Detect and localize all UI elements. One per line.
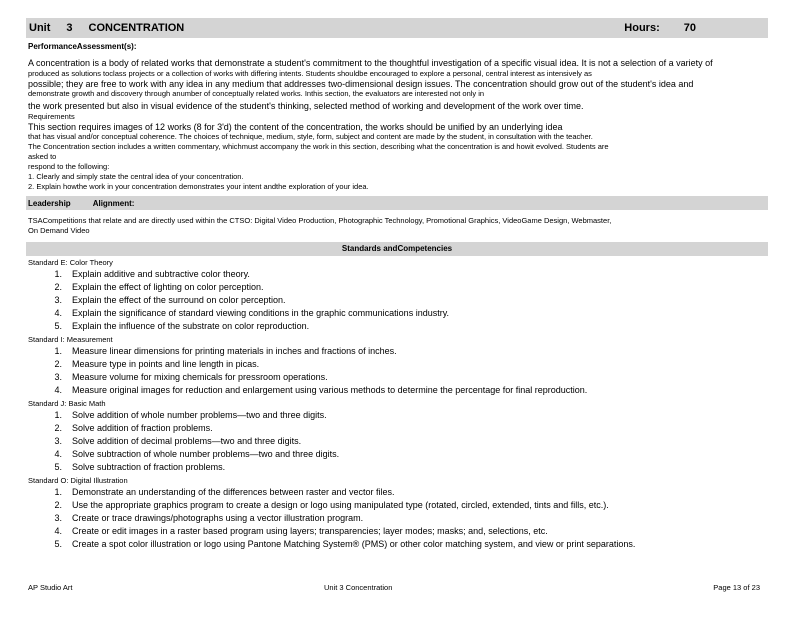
document-page bbox=[26, 18, 768, 551]
footer-page-number: Page 13 of 23 bbox=[713, 583, 760, 592]
assessment-line: demonstrate growth and discovery through anumber of conceptually related works. Inthis section, the evaluators are interested not only in bbox=[28, 89, 485, 98]
list-item: 1. Measure linear dimensions for printing materials in inches and fractions of inches. bbox=[54, 346, 397, 356]
tsa-line: On Demand Video bbox=[28, 226, 90, 235]
hours-label: Hours: bbox=[624, 22, 660, 34]
list-item: 4. Explain the significance of standard viewing conditions in the graphic communications industry. bbox=[54, 308, 450, 318]
footer-unit: Unit 3 Concentration bbox=[324, 583, 393, 592]
assessment-line: A concentration is a body of related works that demonstrate a student's commitment to the thoughtful investigation of a specific visual idea. It is not a selection of a variety of bbox=[28, 58, 713, 68]
tsa-competitions bbox=[26, 216, 768, 236]
standards-list bbox=[26, 258, 768, 551]
hours-value: 70 bbox=[683, 22, 696, 34]
list-item: 2. Measure type in points and line length in picas. bbox=[54, 359, 260, 369]
list-item: 2. Solve addition of fraction problems. bbox=[54, 423, 213, 433]
standard-items bbox=[26, 268, 768, 333]
standard-items bbox=[26, 486, 768, 551]
requirements-line: respond to the following: bbox=[28, 162, 110, 171]
standards-heading: Standards andCompetencies bbox=[26, 242, 768, 256]
standard-label: Standard E: Color Theory bbox=[28, 258, 113, 267]
standard-items bbox=[26, 345, 768, 397]
unit-header bbox=[26, 18, 768, 38]
requirements-line: that has visual and/or conceptual coherence. The choices of technique, medium, style, form, subject and content are made by the student, in consultation with the teacher. bbox=[28, 132, 593, 141]
footer-course: AP Studio Art bbox=[28, 583, 73, 592]
list-item: 1. Solve addition of whole number problems—two and three digits. bbox=[54, 410, 327, 420]
unit-label: Unit bbox=[29, 22, 51, 34]
performance-assessment-label: PerformanceAssessment(s): bbox=[28, 41, 137, 51]
requirements-item: 1. Clearly and simply state the central idea of your concentration. bbox=[28, 172, 244, 181]
list-item: 3. Measure volume for mixing chemicals for pressroom operations. bbox=[54, 372, 328, 382]
list-item: 1. Explain additive and subtractive color theory. bbox=[54, 269, 250, 279]
requirements-item: 2. Explain howthe work in your concentration demonstrates your intent andthe exploration of your idea. bbox=[28, 182, 369, 191]
requirements-line: This section requires images of 12 works (8 for 3'd) the content of the concentration, the works should be unified by an underlying idea bbox=[28, 121, 563, 132]
unit-number: 3 bbox=[66, 22, 73, 34]
list-item: 4. Solve subtraction of whole number problems—two and three digits. bbox=[54, 449, 340, 459]
list-item: 2. Use the appropriate graphics program to create a design or logo using manipulated type (rotated, circled, extended, tints and fills, etc.). bbox=[54, 500, 609, 510]
list-item: 5. Explain the influence of the substrate on color reproduction. bbox=[54, 321, 310, 331]
list-item: 4. Measure original images for reduction and enlargement using various methods to determine the percentage for final reproduction. bbox=[54, 385, 588, 395]
standard-label: Standard J: Basic Math bbox=[28, 399, 106, 408]
list-item: 5. Create a spot color illustration or logo using Pantone Matching System® (PMS) or other color matching system, and view or print separations. bbox=[54, 539, 636, 549]
list-item: 3. Explain the effect of the surround on color perception. bbox=[54, 295, 286, 305]
assessment-line: produced as solutions toclass projects or a collection of works with differing intents. Students shouldbe encouraged to explore a personal, central interest as intensively as bbox=[28, 68, 592, 78]
standard-label: Standard O: Digital Illustration bbox=[28, 476, 128, 485]
list-item: 3. Solve addition of decimal problems—two and three digits. bbox=[54, 436, 302, 446]
list-item: 4. Create or edit images in a raster based program using layers; transparencies; layer modes; masks; and, selections, etc. bbox=[54, 526, 548, 536]
list-item: 3. Create or trace drawings/photographs using a vector illustration program. bbox=[54, 513, 364, 523]
page-footer bbox=[28, 583, 760, 592]
standard-label: Standard I: Measurement bbox=[28, 335, 113, 344]
assessment-line: possible; they are free to work with any idea in any medium that addresses two-dimensional design issues. The concentration should grow out of the student's idea and bbox=[28, 78, 694, 89]
requirements-label: Requirements bbox=[28, 111, 75, 121]
list-item: 1. Demonstrate an understanding of the differences between raster and vector files. bbox=[54, 487, 395, 497]
leadership-label: Leadership bbox=[28, 198, 71, 208]
alignment-label: Alignment: bbox=[92, 198, 135, 208]
list-item: 2. Explain the effect of lighting on color perception. bbox=[54, 282, 264, 292]
leadership-bar bbox=[26, 196, 768, 210]
requirements-line: asked to bbox=[28, 152, 57, 161]
assessment-section bbox=[26, 58, 768, 192]
standard-items bbox=[26, 409, 768, 474]
requirements-line: The Concentration section includes a written commentary, whichmust accompany the work in this section, describing what the concentration is and howit evolved. Students are bbox=[28, 142, 609, 151]
unit-title: CONCENTRATION bbox=[88, 22, 185, 34]
list-item: 5. Solve subtraction of fraction problems. bbox=[54, 462, 226, 472]
assessment-line: the work presented but also in visual evidence of the student's thinking, selected method of working and development of the work over time. bbox=[28, 101, 584, 111]
tsa-line: TSACompetitions that relate and are directly used within the CTSO: Digital Video Production, Photographic Technology, Promotional Graphics, VideoGame Design, Webmaster, bbox=[28, 216, 612, 225]
